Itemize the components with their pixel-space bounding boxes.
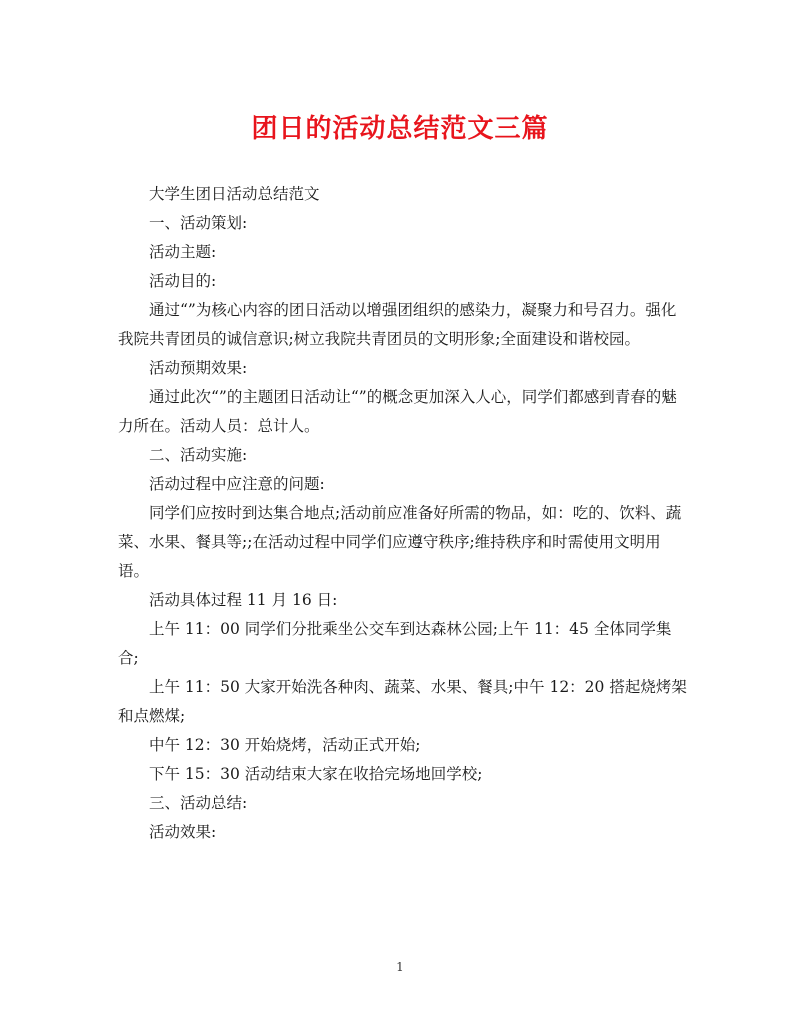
- paragraph: 中午 12：30 开始烧烤，活动正式开始;: [149, 736, 421, 754]
- paragraph: 同学们应按时到达集合地点;活动前应准备好所需的物品，如：吃的、饮料、蔬菜、水果、餐具等;;在活动过程中同学们应遵守秩序;维持秩序和时需使用文明用语。: [118, 504, 682, 580]
- paragraph: 活动目的:: [149, 272, 217, 290]
- paragraph: 活动过程中应注意的问题:: [149, 475, 325, 493]
- paragraph: 活动预期效果:: [149, 359, 248, 377]
- paragraph: 活动主题:: [149, 243, 217, 261]
- section-heading: 二、活动实施:: [149, 446, 248, 464]
- paragraph: 上午 11：00 同学们分批乘坐公交车到达森林公园;上午 11：45 全体同学集合;: [118, 620, 672, 667]
- page-number: 1: [396, 960, 404, 974]
- paragraph: 大学生团日活动总结范文: [149, 185, 320, 203]
- paragraph: 下午 15：30 活动结束大家在收拾完场地回学校;: [149, 765, 483, 783]
- section-heading: 三、活动总结:: [149, 794, 248, 812]
- section-heading: 一、活动策划:: [149, 214, 248, 232]
- paragraph: 活动具体过程 11 月 16 日:: [149, 591, 338, 609]
- document-body: [118, 180, 688, 847]
- paragraph: 通过“”为核心内容的团日活动以增强团组织的感染力，凝聚力和号召力。强化我院共青团员的诚信意识;树立我院共青团员的文明形象;全面建设和谐校园。: [118, 301, 677, 348]
- paragraph: 通过此次“”的主题团日活动让“”的概念更加深入人心，同学们都感到青春的魅力所在。活动人员：总计人。: [118, 388, 677, 435]
- paragraph: 上午 11：50 大家开始洗各种肉、蔬菜、水果、餐具;中午 12：20 搭起烧烤架和点燃煤;: [118, 678, 687, 725]
- paragraph: 活动效果:: [149, 823, 217, 841]
- document-title: 团日的活动总结范文三篇: [251, 114, 549, 144]
